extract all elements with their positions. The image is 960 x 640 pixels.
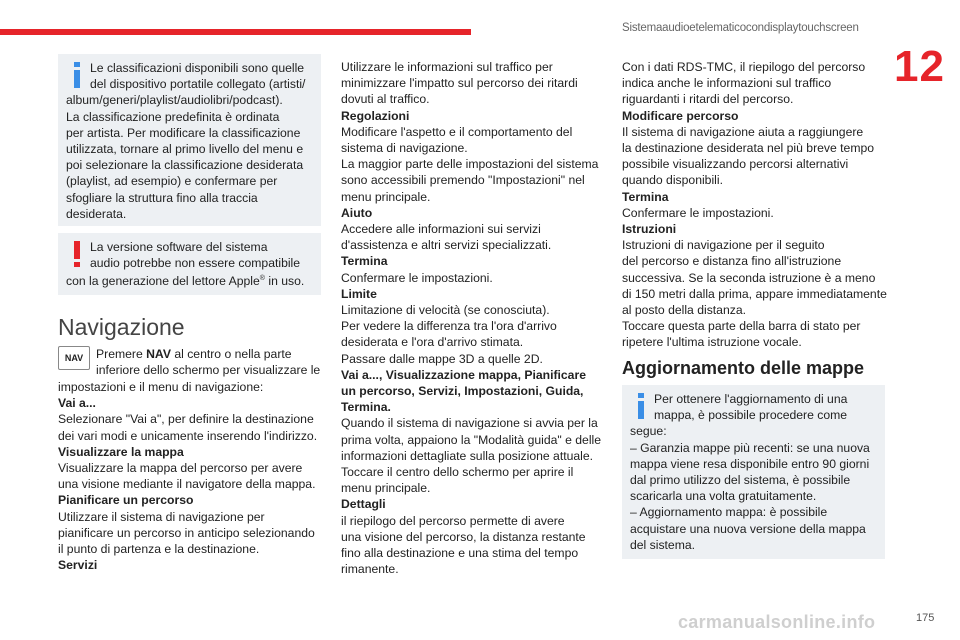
text-line: menu principale. <box>341 481 431 496</box>
registered-mark: ® <box>259 275 265 282</box>
info-line: per artista. Per modificare la classificazione <box>66 125 301 140</box>
block-line: La maggior parte delle impostazioni del sistema <box>341 157 599 172</box>
block-line: d'assistenza e altri servizi specializzati. <box>341 238 552 253</box>
block-title: Vai a... <box>58 396 96 411</box>
info-line: Le classificazioni disponibili sono quelle <box>90 61 305 75</box>
info-box-classifications <box>58 54 321 226</box>
nav-intro-a: Premere <box>96 347 147 361</box>
info-line: La classificazione predefinita è ordinata <box>66 109 280 124</box>
bold-line: Vai a..., Visualizzazione mappa, Pianificare <box>341 367 586 382</box>
block-line: Modificare l'aspetto e il comportamento del <box>341 124 573 139</box>
text-line: minimizzare l'impatto sul percorso dei ritardi <box>341 76 578 91</box>
block-line: al posto della distanza. <box>622 303 746 318</box>
text-line: indica anche le informazioni sul traffico <box>622 76 832 91</box>
info-box-map-update <box>622 385 885 559</box>
column-2-body <box>341 59 611 578</box>
block-line: una visione del percorso, la distanza restante <box>341 529 586 544</box>
block-title: Servizi <box>58 558 98 573</box>
text-line: riguardanti i ritardi del percorso. <box>622 92 794 107</box>
info-line: mappa viene resa disponibile entro 90 giorni <box>630 456 870 471</box>
info-box-text <box>66 60 318 222</box>
block-line: Utilizzare il sistema di navigazione per <box>58 509 265 524</box>
info-box-text <box>630 391 882 553</box>
warning-line-3 <box>66 271 304 289</box>
info-line: desiderata. <box>66 206 127 221</box>
warning-line-3b: in uso. <box>264 274 305 289</box>
bold-line: un percorso, Servizi, Impostazioni, Guida, <box>341 384 584 399</box>
nav-intro-line-2: inferiore dello schermo per visualizzare le <box>96 363 321 378</box>
nav-intro-bold: NAV <box>146 347 171 361</box>
block-line: desiderata e l'ora d'arrivo stimata. <box>341 335 524 350</box>
info-line: – Garanzia mappe più recenti: se una nuova <box>630 440 870 455</box>
text-line: Utilizzare le informazioni sul traffico per <box>341 60 553 74</box>
block-line: di 150 metri dalla prima, appare immediatamente <box>622 286 887 301</box>
text-line: Toccare il centro dello schermo per aprire il <box>341 465 574 480</box>
nav-intro-line-1 <box>96 346 326 362</box>
text-line: dovuti al traffico. <box>341 92 430 107</box>
info-line: acquistare una nuova versione della mappa <box>630 521 866 536</box>
block-title: Termina <box>622 189 669 204</box>
block-title: Dettagli <box>341 497 386 512</box>
header-red-bar <box>0 29 471 35</box>
info-line: poi selezionare la classificazione desiderata <box>66 158 304 173</box>
warning-line-2: audio potrebbe non essere compatibile <box>90 256 301 271</box>
block-title: Visualizzare la mappa <box>58 444 184 459</box>
info-line: scaricarla una volta gratuitamente. <box>630 489 817 504</box>
block-line: dei vari modi e unicamente inserendo l'indirizzo. <box>58 428 318 443</box>
text-line: Con i dati RDS-TMC, il riepilogo del percorso <box>622 60 866 74</box>
info-line: Per ottenere l'aggiornamento di una <box>654 392 848 406</box>
block-line: Istruzioni di navigazione per il seguito <box>622 238 825 253</box>
block-line: sistema di navigazione. <box>341 141 468 156</box>
block-line: Per vedere la differenza tra l'ora d'arrivo <box>341 319 557 334</box>
column-3-body <box>622 59 892 351</box>
block-line: rimanente. <box>341 562 399 577</box>
warning-line-3a: con la generazione del lettore Apple <box>66 274 260 289</box>
bold-line: Termina. <box>341 400 391 415</box>
section-title-navigazione: Navigazione <box>58 314 185 340</box>
nav-intro-b: al centro o nella parte <box>170 347 292 361</box>
page-number: 175 <box>916 612 935 624</box>
info-line: segue: <box>630 424 667 439</box>
text-line: prima volta, appaiono la "Modalità guida" e delle <box>341 432 602 447</box>
block-line: successiva. Se la seconda istruzione è a meno <box>622 270 876 285</box>
block-title: Limite <box>341 286 377 301</box>
info-line: utilizzata, tornare al primo livello del menu e <box>66 142 304 157</box>
block-line: quando disponibili. <box>622 173 723 188</box>
block-line: il riepilogo del percorso permette di avere <box>341 513 565 528</box>
block-line: fino alla destinazione e una stima del tempo <box>341 546 579 561</box>
block-line: Il sistema di navigazione aiuta a raggiungere <box>622 124 864 139</box>
info-line: album/generi/playlist/audiolibri/podcast). <box>66 93 283 108</box>
block-line: Confermare le impostazioni. <box>622 205 774 220</box>
header-title: Sistemaaudioetelematicocondisplaytouchscreen <box>622 22 859 34</box>
block-line: Selezionare "Vai a", per definire la destinazione <box>58 412 314 427</box>
nav-intro-line-3: impostazioni e il menu di navigazione: <box>58 380 264 394</box>
warning-icon <box>66 239 88 269</box>
block-title: Regolazioni <box>341 108 410 123</box>
block-line: Visualizzare la mappa del percorso per avere <box>58 461 303 476</box>
block-line: sono accessibili premendo "Impostazioni" nel <box>341 173 585 188</box>
block-title: Modificare percorso <box>622 108 739 123</box>
block-line: la destinazione desiderata nel più breve tempo <box>622 141 875 156</box>
info-line: del dispositivo portatile collegato (artisti/ <box>90 77 306 92</box>
chapter-number: 12 <box>894 42 945 91</box>
text-line: Quando il sistema di navigazione si avvia per la <box>341 416 598 431</box>
block-line: ripetere l'ultima istruzione vocale. <box>622 335 802 350</box>
info-line: mappa, è possibile procedere come <box>654 408 848 423</box>
block-line: Passare dalle mappe 3D a quelle 2D. <box>341 351 543 366</box>
warning-box-apple <box>58 233 321 295</box>
warning-line-1: La versione software del sistema <box>90 240 268 254</box>
info-line: sfogliare la struttura fino alla traccia <box>66 190 258 205</box>
info-line: (playlist, ad esempio) e confermare per <box>66 174 278 189</box>
info-line: – Aggiornamento mappa: è possibile <box>630 505 828 520</box>
block-line: Confermare le impostazioni. <box>341 270 493 285</box>
column-1-body <box>58 379 328 573</box>
block-line: menu principale. <box>341 189 431 204</box>
text-line: informazioni dettagliate sulla posizione attuale. <box>341 448 594 463</box>
block-line: del percorso e distanza fino all'istruzione <box>622 254 842 269</box>
block-line: possibile visualizzando percorsi alternativi <box>622 157 849 172</box>
block-line: Limitazione di velocità (se conosciuta). <box>341 303 550 318</box>
nav-button-icon: NAV <box>58 346 90 370</box>
block-line: Toccare questa parte della barra di stato per <box>622 319 861 334</box>
block-line: il punto di partenza e la destinazione. <box>58 542 260 557</box>
block-line: Accedere alle informazioni sui servizi <box>341 222 541 237</box>
block-title: Istruzioni <box>622 222 677 237</box>
watermark: carmanualsonline.info <box>678 612 876 632</box>
info-line: dal primo utilizzo del sistema, è possibile <box>630 473 851 488</box>
block-title: Aiuto <box>341 205 373 220</box>
section-title-aggiornamento: Aggiornamento delle mappe <box>622 358 865 378</box>
info-line: del sistema. <box>630 537 696 552</box>
block-title: Pianificare un percorso <box>58 493 194 508</box>
block-line: pianificare un percorso in anticipo selezionando <box>58 525 315 540</box>
block-line: una visione mediante il navigatore della mappa. <box>58 477 316 492</box>
block-title: Termina <box>341 254 388 269</box>
